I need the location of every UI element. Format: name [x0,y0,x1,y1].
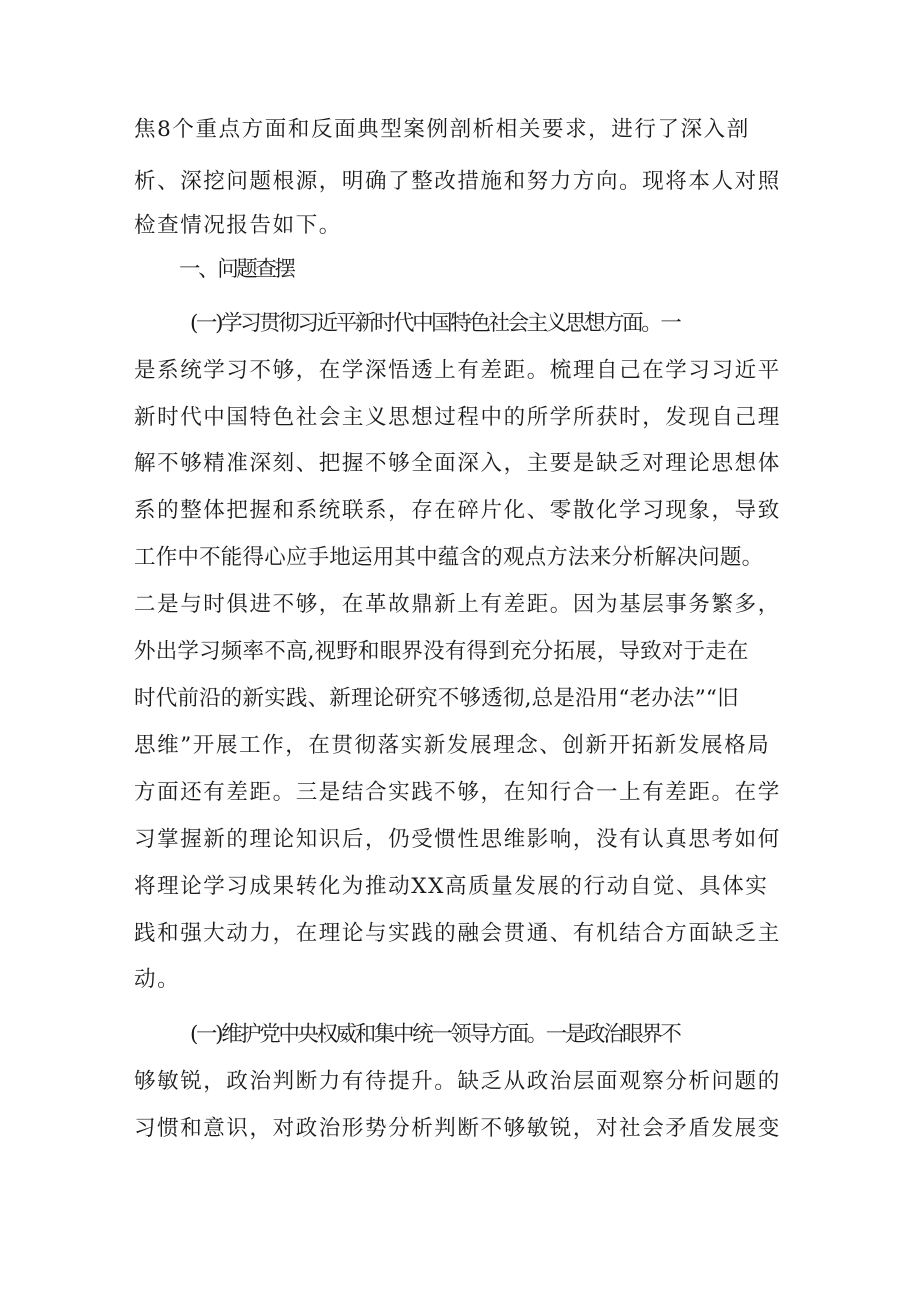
text-line: 析、深挖问题根源，明确了整改措施和努力方向。现将本人对照 [134,169,781,194]
text-line: 方面还有差距。三是结合实践不够，在知行合一上有差距。在学 [134,780,781,805]
text-line: 将理论学习成果转化为推动XX高质量发展的行动自觉、具体实 [134,874,769,899]
text-line: 焦8个重点方面和反面典型案例剖析相关要求，进行了深入剖 [134,117,750,142]
text-line: 解不够精准深刻、把握不够全面深入，主要是缺乏对理论思想体 [134,451,781,476]
text-line: 够敏锐，政治判断力有待提升。缺乏从政治层面观察分析问题的 [134,1069,781,1094]
section-heading: 一、问题查摆 [179,257,294,282]
text-line: 检查情况报告如下。 [134,213,342,238]
text-line: 践和强大动力，在理论与实践的融会贯通、有机结合方面缺乏主 [134,921,781,946]
text-line: 系的整体把握和系统联系，存在碎片化、零散化学习现象，导致 [134,498,781,523]
text-line: 思维”开展工作，在贯彻落实新发展理念、创新开拓新发展格局 [134,733,771,758]
text-line: 时代前沿的新实践、新理论研究不够透彻,总是沿用“老办法”“旧 [134,686,739,711]
text-line: 习掌握新的理论知识后，仍受惯性思维影响，没有认真思考如何 [134,827,781,852]
subsection-heading-line: (一)维护党中央权威和集中统一领导方面。一是政治眼界不 [190,1022,680,1047]
text-line: 是系统学习不够，在学深悟透上有差距。梳理自己在学习习近平 [134,358,781,383]
subsection-heading-line: (一)学习贯彻习近平新时代中国特色社会主义思想方面。一 [190,311,680,336]
text-line: 新时代中国特色社会主义思想过程中的所学所获时，发现自己理 [134,405,781,430]
text-line: 习惯和意识，对政治形势分析判断不够敏锐，对社会矛盾发展变 [134,1116,781,1141]
text-line: 动。 [134,967,181,992]
text-line: 二是与时俱进不够，在革故鼎新上有差距。因为基层事务繁多， [134,592,781,617]
text-line: 外出学习频率不高,视野和眼界没有得到充分拓展，导致对于走在 [134,639,749,664]
text-line: 工作中不能得心应手地运用其中蕴含的观点方法来分析解决问题。 [134,545,764,570]
